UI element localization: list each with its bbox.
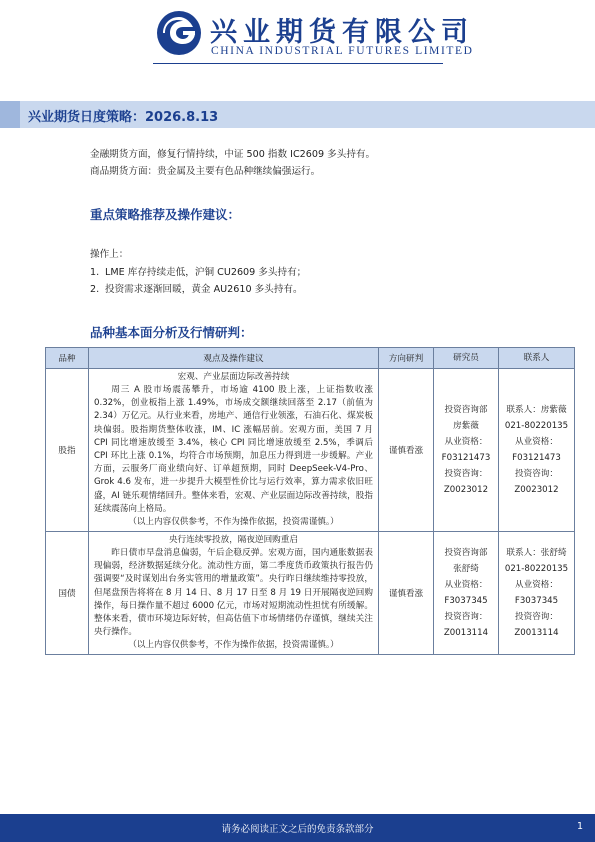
table-row bbox=[46, 369, 575, 532]
company-logo-icon bbox=[155, 9, 203, 57]
footer-disclaimer: 请务必阅读正文之后的免责条款部分 bbox=[221, 824, 374, 835]
contact-name: 联系人：房紫薇 bbox=[506, 405, 567, 416]
operations-intro: 操作上： bbox=[90, 249, 129, 260]
table-row bbox=[46, 532, 575, 655]
researcher-name: 房紫薇 bbox=[453, 421, 479, 432]
section-heading-analysis: 品种基本面分析及行情研判： bbox=[90, 325, 253, 340]
researcher-qual-id: F3037345 bbox=[444, 596, 488, 607]
view-title: 宏观、产业层面边际改善持续 bbox=[177, 372, 290, 382]
column-header-contact: 联系人 bbox=[499, 348, 575, 369]
researcher-dept: 投资咨询部 bbox=[444, 548, 488, 559]
header-rule bbox=[153, 63, 443, 64]
contact-qual-id: F03121473 bbox=[512, 453, 561, 464]
researcher-qual-id: F03121473 bbox=[441, 453, 491, 464]
column-header-researcher: 研究员 bbox=[434, 348, 499, 369]
researcher-dept: 投资咨询部 bbox=[444, 405, 488, 416]
operation-item-text: LME 库存持续走低，沪铜 CU2609 多头持有； bbox=[105, 266, 307, 278]
view-title: 央行连续零投放，隔夜逆回购重启 bbox=[169, 535, 298, 546]
summary-financial: 金融期货方面，修复行情持续，中证 500 指数 IC2609 多头持有。 bbox=[90, 149, 376, 160]
column-header-direction: 方向研判 bbox=[379, 348, 434, 369]
researcher-consult-label: 投资咨询： bbox=[444, 612, 488, 623]
researcher-consult-id: Z0013114 bbox=[443, 628, 489, 639]
company-name-cn: 兴业期货有限公司 bbox=[210, 17, 474, 48]
view-body: 昨日债市早盘消息偏弱，午后企稳反弹。宏观方面，国内通胀数据表现偏弱，经济数据延续分化。流动性方面，第二季度货币政策执行报告仍强调要“及时谋划出台务实管用的增量政策”。央行昨日继续维持零投放，但尾盘预告将将在 8 月 14 日、8 月 17 日至 8 月 19 日开展隔夜逆回购操作，每日操作量不超过 6000 亿元，市场对短期流动性担忧有所缓解。整体来看，债市环境边际好转，但高估值下市场情绪仍存谨慎，继续关注央行操作。 bbox=[94, 548, 373, 638]
view-cell bbox=[89, 532, 379, 655]
operation-item bbox=[90, 281, 306, 299]
view-cell bbox=[89, 369, 379, 532]
analysis-table bbox=[45, 347, 575, 655]
table-header-row bbox=[46, 348, 575, 369]
summary-block bbox=[90, 146, 375, 180]
report-title: 兴业期货日度策略：2026.8.13 bbox=[28, 110, 219, 125]
summary-commodity: 商品期货方面：贵金属及主要有色品种继续偏强运行。 bbox=[90, 166, 321, 177]
contact-consult-id: Z0023012 bbox=[514, 485, 559, 496]
section-heading-strategy: 重点策略推荐及操作建议： bbox=[90, 207, 241, 222]
researcher-name: 张舒绮 bbox=[453, 564, 479, 575]
product-cell: 股指 bbox=[46, 369, 89, 532]
contact-cell bbox=[499, 532, 575, 655]
page-number: 1 bbox=[577, 821, 584, 832]
researcher-cell bbox=[434, 369, 499, 532]
researcher-consult-label: 投资咨询： bbox=[444, 469, 488, 480]
operation-item-num: 2. bbox=[90, 284, 100, 295]
contact-cell bbox=[499, 369, 575, 532]
contact-phone: 021-80220135 bbox=[504, 421, 569, 432]
operation-item-num: 1. bbox=[90, 266, 100, 278]
view-disclaimer: （以上内容仅供参考，不作为操作依据，投资需谨慎。） bbox=[128, 517, 339, 528]
view-body: 周三 A 股市场震荡攀升，市场逾 4100 股上涨，上证指数收涨 0.32%，创业板指上涨 1.49%，市场成交额继续回落至 2.17（前值为 2.34）万亿元。从行业来看，房地产、通信行业领涨，石油石化、煤炭板块偏弱。股指期货整体收涨，IM、IC 涨幅居前。宏观方面，美国 7 月 CPI 同比增速放缓至 3.4%，核心 CPI 同比增速放缓至 2.5%，季调后 CPI 环比上涨 0.1%，均符合市场预期，加息压力得到进一步缓解。产业方面，云服务厂商业绩向好、订单超预期，同时 DeepSeek-V4-Pro、Grok 4.6 发布，进一步提升大模型性价比与运行效率，算力需求依旧旺盛，AI 链乐观情绪回升。整体来看，宏观、产业层面边际改善持续，股指延续震荡向上格局。 bbox=[94, 385, 373, 514]
report-header bbox=[0, 0, 595, 78]
company-name-en: CHINA INDUSTRIAL FUTURES LIMITED bbox=[211, 45, 474, 57]
contact-consult-label: 投资咨询： bbox=[515, 612, 558, 623]
title-band-accent bbox=[0, 101, 20, 128]
contact-consult-label: 投资咨询： bbox=[515, 469, 558, 480]
contact-phone: 021-80220135 bbox=[504, 564, 569, 575]
view-disclaimer: （以上内容仅供参考，不作为操作依据，投资需谨慎。） bbox=[128, 640, 339, 651]
researcher-qual-label: 从业资格： bbox=[444, 580, 488, 591]
operations-list bbox=[90, 246, 306, 299]
contact-qual-label: 从业资格： bbox=[515, 437, 558, 448]
product-cell: 国债 bbox=[46, 532, 89, 655]
researcher-cell bbox=[434, 532, 499, 655]
direction-cell: 谨慎看涨 bbox=[379, 369, 434, 532]
researcher-consult-id: Z0023012 bbox=[443, 485, 489, 496]
operation-item-text: 投资需求逐渐回暖，黄金 AU2610 多头持有。 bbox=[105, 284, 303, 295]
contact-qual-label: 从业资格： bbox=[515, 580, 558, 591]
contact-qual-id: F3037345 bbox=[514, 596, 559, 607]
researcher-qual-label: 从业资格： bbox=[444, 437, 488, 448]
operation-item bbox=[90, 264, 306, 282]
column-header-product: 品种 bbox=[46, 348, 89, 369]
direction-cell: 谨慎看涨 bbox=[379, 532, 434, 655]
contact-name: 联系人：张舒绮 bbox=[506, 548, 567, 559]
column-header-view: 观点及操作建议 bbox=[89, 348, 379, 369]
contact-consult-id: Z0013114 bbox=[514, 628, 559, 639]
